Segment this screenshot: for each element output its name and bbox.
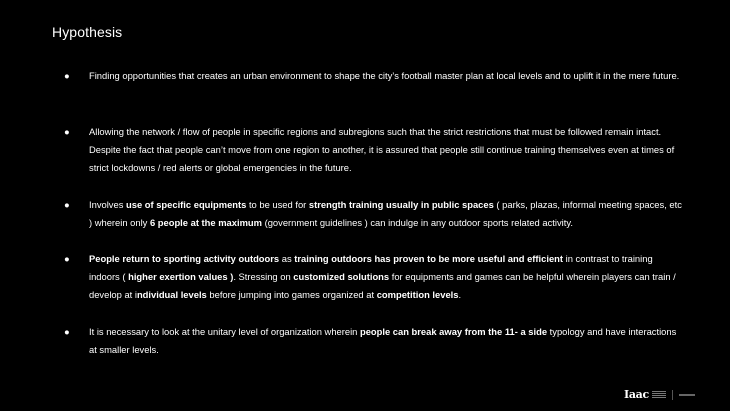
- bullet-text-run: Involves: [89, 199, 126, 210]
- bullet-text-run: in contrast to training indoors (: [89, 253, 653, 282]
- bullet-text: [89, 67, 679, 85]
- bullet-text-run: typology and have interactions at smaller levels.: [89, 326, 677, 355]
- logo-subtext-icon: [679, 394, 695, 396]
- bullet-dot-icon: ●: [64, 253, 70, 264]
- bullet-text-run: ( parks, plazas, informal meeting spaces, etc ) wherein only: [89, 199, 682, 228]
- page-title: Hypothesis: [52, 24, 123, 40]
- bullet-text-bold: use of specific equipments: [126, 199, 247, 210]
- bullet-text-run: (government guidelines ) can indulge in any outdoor sports related activity.: [261, 217, 573, 228]
- bullet-dot-icon: ●: [64, 70, 70, 81]
- bullet-item: [64, 250, 684, 304]
- logo-divider: [672, 390, 673, 400]
- bullet-dot-icon: ●: [64, 199, 70, 210]
- bullet-text-run: Finding opportunities that creates an urban environment to shape the city’s football master plan at local levels and to uplift it in the mere future.: [89, 70, 680, 81]
- bullet-text-run: .: [458, 289, 462, 300]
- bullet-text-run: to be used for: [246, 199, 309, 210]
- bullet-text: [89, 323, 684, 359]
- logo-mark: Iaac: [624, 388, 649, 401]
- bullet-text-bold: people can break away from the 11- a side: [359, 326, 548, 337]
- bullet-item: [64, 323, 684, 359]
- bullet-dot-icon: ●: [64, 126, 70, 137]
- bullet-text: [89, 196, 684, 232]
- iaac-logo: [624, 388, 695, 401]
- bullet-text-run: as: [279, 253, 295, 264]
- bullet-text-run: Allowing the network / flow of people in specific regions and subregions such that the strict restrictions that must be followed remain intact. Despite the fact that people can’t move from one region to another, it is assured that people still continue training themselves even at times of strict lockdowns / red alerts or global emergencies in the future.: [89, 126, 675, 173]
- bullet-text-bold: training outdoors has proven to be more useful and efficient: [294, 253, 564, 264]
- bullet-text-run: It is necessary to look at the unitary level of organization wherein: [89, 326, 360, 337]
- bullet-item: [64, 196, 684, 232]
- logo-text-lines-icon: [652, 391, 666, 398]
- bullet-text-bold: customized solutions: [293, 271, 390, 282]
- bullet-text-run: . Stressing on: [233, 271, 294, 282]
- bullet-text: [89, 250, 684, 304]
- bullet-text-bold: 6 people at the maximum: [149, 217, 262, 228]
- bullet-item: [64, 67, 679, 85]
- bullet-text-bold: People return to sporting activity outdoors: [89, 253, 280, 264]
- bullet-item: [64, 123, 684, 177]
- bullet-text-run: before jumping into games organized at: [206, 289, 377, 300]
- bullet-text-bold: higher exertion values ): [128, 271, 234, 282]
- bullet-text-run: for equipments and games can be helpful wherein players can train / develop at i: [89, 271, 676, 300]
- bullet-dot-icon: ●: [64, 326, 70, 337]
- bullet-text-bold: ndividual levels: [136, 289, 207, 300]
- bullet-text-bold: strength training usually in public spaces: [308, 199, 494, 210]
- bullet-text: [89, 123, 684, 177]
- bullet-text-bold: competition levels: [376, 289, 459, 300]
